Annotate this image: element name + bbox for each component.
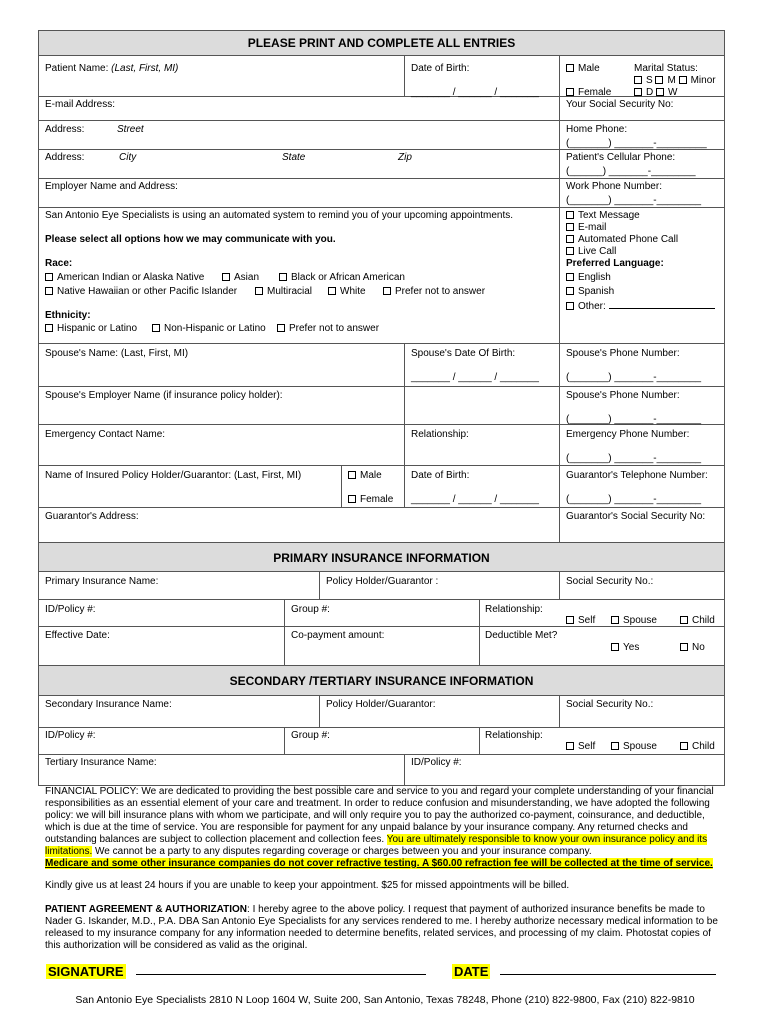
emergency-phone-label: Emergency Phone Number: (566, 429, 690, 440)
work-phone-blank[interactable]: (_______) _______-________ (566, 195, 702, 206)
ethnicity-option[interactable]: Non-Hispanic or Latino (152, 323, 266, 335)
checkbox-icon (328, 287, 336, 295)
spouse-phone2-blank[interactable]: (_______) _______-________ (566, 414, 702, 425)
column-rule (319, 571, 320, 599)
zip-field[interactable]: Zip (398, 152, 412, 163)
spouse-employer-field[interactable]: Spouse's Employer Name (if insurance policy holder): (45, 390, 283, 401)
divider (38, 120, 725, 121)
checkbox-icon (566, 247, 574, 255)
ethnicity-option[interactable]: Hispanic or Latino (45, 323, 137, 335)
column-rule (284, 599, 285, 666)
divider (38, 727, 725, 728)
divider (38, 507, 725, 508)
secondary-child-checkbox[interactable]: Child (680, 741, 715, 753)
race-option[interactable]: Native Hawaiian or other Pacific Islander (45, 286, 237, 298)
primary-relationship-label: Relationship: (485, 604, 543, 615)
divider (38, 754, 725, 755)
marital-status-label: Marital Status: (634, 63, 698, 74)
checkbox-icon (566, 211, 574, 219)
primary-ssn-field[interactable]: Social Security No.: (566, 576, 654, 587)
primary-holder-field[interactable]: Policy Holder/Guarantor : (326, 576, 439, 587)
effective-date-field[interactable]: Effective Date: (45, 630, 110, 641)
column-rule (341, 465, 342, 507)
column-rule (284, 727, 285, 754)
emergency-relationship-field[interactable]: Relationship: (411, 429, 469, 440)
checkbox-icon (680, 742, 688, 750)
race-option[interactable]: Black or African American (279, 272, 405, 284)
guarantor-address-field[interactable]: Guarantor's Address: (45, 511, 139, 522)
checkbox-icon (566, 64, 574, 72)
reminder-select-text: Please select all options how we may communicate with you. (45, 234, 336, 245)
signature-line[interactable] (136, 974, 426, 975)
secondary-relationship-label: Relationship: (485, 730, 543, 741)
guarantor-dob-label: Date of Birth: (411, 470, 470, 481)
checkbox-icon (634, 88, 642, 96)
column-rule (559, 56, 560, 543)
reminder-text: San Antonio Eye Specialists is using an automated system to remind you of your upcoming appointments. (45, 210, 514, 221)
marital-options-row1[interactable]: S M Minor (634, 75, 716, 87)
checkbox-icon (611, 742, 619, 750)
spouse-phone-label: Spouse's Phone Number: (566, 348, 680, 359)
male-checkbox[interactable]: Male (566, 63, 600, 75)
divider (38, 571, 725, 572)
primary-spouse-checkbox[interactable]: Spouse (611, 615, 657, 627)
ethnicity-option[interactable]: Prefer not to answer (277, 323, 379, 335)
secondary-insurance-title: SECONDARY /TERTIARY INSURANCE INFORMATION (39, 666, 724, 695)
column-rule (404, 343, 405, 507)
deductible-yes-checkbox[interactable]: Yes (611, 642, 639, 654)
patient-agreement: PATIENT AGREEMENT & AUTHORIZATION: I hereby agree to the above policy. I request that payment of authorized insurance benefits be made to Nader G. Iskander, M.D., P.A. DBA San Antonio Eye Specialists for any services rendered to me. I hereby authorize necessary medical information to be released to my insurance company for any information needed to determine benefits, related services, and processing of my claim. Photostat copies of this authorization will be considered as valid as the original. (45, 904, 718, 951)
divider (38, 343, 725, 344)
spouse-name-field[interactable]: Spouse's Name: (Last, First, MI) (45, 348, 189, 359)
checkbox-icon (566, 742, 574, 750)
email-option[interactable]: E-mail (566, 222, 606, 234)
race-label: Race: (45, 258, 73, 269)
tertiary-id-field[interactable]: ID/Policy #: (411, 757, 462, 768)
patient-name-field[interactable]: Patient Name: (Last, First, MI) (45, 63, 179, 74)
secondary-name-field[interactable]: Secondary Insurance Name: (45, 699, 172, 710)
checkbox-icon (152, 324, 160, 332)
checkbox-icon (655, 76, 663, 84)
race-option[interactable]: American Indian or Alaska Native (45, 272, 204, 284)
guarantor-dob-blank[interactable]: _______ / ______ / _______ (411, 494, 539, 505)
column-rule (479, 727, 480, 754)
copay-field[interactable]: Co-payment amount: (291, 630, 385, 641)
checkbox-icon (277, 324, 285, 332)
divider (38, 695, 725, 696)
spouse-dob-blank[interactable]: _______ / ______ / _______ (411, 372, 539, 383)
marital-options-row2[interactable]: D W (634, 87, 677, 99)
checkbox-icon (45, 287, 53, 295)
checkbox-icon (383, 287, 391, 295)
primary-self-checkbox[interactable]: Self (566, 615, 595, 627)
primary-group-field[interactable]: Group #: (291, 604, 330, 615)
checkbox-icon (222, 273, 230, 281)
divider (38, 207, 725, 208)
medicare-notice: Medicare and some other insurance companies do not cover refractive testing. A $60.00 refraction fee will be collected at the time of service. (45, 858, 713, 869)
checkbox-icon (680, 616, 688, 624)
divider (38, 386, 725, 387)
deductible-label: Deductible Met? (485, 630, 558, 641)
text-message-option[interactable]: Text Message (566, 210, 640, 222)
checkbox-icon (680, 643, 688, 651)
divider (38, 178, 725, 179)
missed-appointment-notice: Kindly give us at least 24 hours if you are unable to keep your appointment. $25 for missed appointments will be billed. (45, 880, 570, 891)
guarantor-female-checkbox[interactable]: Female (348, 494, 393, 506)
race-option[interactable]: Prefer not to answer (383, 286, 485, 298)
checkbox-icon (566, 88, 574, 96)
dob-label: Date of Birth: (411, 63, 470, 74)
live-call-option[interactable]: Live Call (566, 246, 616, 258)
checkbox-icon (45, 324, 53, 332)
cell-phone-label: Patient's Cellular Phone: (566, 152, 676, 163)
checkbox-icon (45, 273, 53, 281)
street-field[interactable]: Street (117, 124, 144, 135)
ethnicity-label: Ethnicity: (45, 310, 91, 321)
state-field[interactable]: State (282, 152, 306, 163)
work-phone-label: Work Phone Number: (566, 181, 662, 192)
date-label: DATE (454, 964, 489, 979)
race-option[interactable]: Multiracial (255, 286, 312, 298)
address-label: Address: (45, 124, 85, 135)
secondary-ssn-field[interactable]: Social Security No.: (566, 699, 654, 710)
secondary-spouse-checkbox[interactable]: Spouse (611, 741, 657, 753)
checkbox-icon (656, 88, 664, 96)
checkbox-icon (348, 471, 356, 479)
primary-name-field[interactable]: Primary Insurance Name: (45, 576, 159, 587)
financial-policy: FINANCIAL POLICY: We are dedicated to providing the best possible care and service to you and regard your complete understanding of your financial responsibilities as an essential element of your care and treatment. In order to reduce confusion and misunderstanding, we have adopted the following policy: we will bill insurance plans with whom we participate, and will only require you to pay the authorized co-payment, coinsurance, and deductible, which is due at the time of service. You are responsible for payment for any unpaid balance by your insurance company. Any returned checks and outstanding balances are subject to collection placement and collection fees. You are ultimately responsible to know your own insurance policy and its limitations. We cannot be a party to any disputes regarding coverage or charges between you and your insurance company. Medicare and some other insurance companies do not cover refractive testing. A $60.00 refraction fee will be collected at the time of service. (45, 786, 714, 869)
secondary-group-field[interactable]: Group #: (291, 730, 330, 741)
female-checkbox[interactable]: Female (566, 87, 611, 99)
other-language-option[interactable]: Other: (566, 300, 715, 313)
footer-address: San Antonio Eye Specialists 2810 N Loop 1604 W, Suite 200, San Antonio, Texas 78248, Phone (210) 822-9800, Fax (210) 822-9810 (75, 994, 695, 1006)
race-option[interactable]: White (328, 286, 366, 298)
email-field[interactable]: E-mail Address: (45, 99, 116, 110)
checkbox-icon (255, 287, 263, 295)
automated-call-option[interactable]: Automated Phone Call (566, 234, 678, 246)
emergency-name-field[interactable]: Emergency Contact Name: (45, 429, 166, 440)
emergency-phone-blank[interactable]: (_______) _______-________ (566, 453, 702, 464)
column-rule (479, 599, 480, 666)
checkbox-icon (279, 273, 287, 281)
column-rule (404, 754, 405, 786)
guarantor-phone-blank[interactable]: (_______) _______-________ (566, 494, 702, 505)
column-rule (559, 571, 560, 599)
home-phone-blank[interactable]: (_______) _______-_________ (566, 138, 707, 149)
guarantor-phone-label: Guarantor's Telephone Number: (566, 470, 708, 481)
dob-blank[interactable]: _______ / ______ / _______ (411, 87, 539, 98)
guarantor-name-field[interactable]: Name of Insured Policy Holder/Guarantor: (Last, First, MI) (45, 470, 302, 481)
spouse-phone-blank[interactable]: (_______) _______-________ (566, 372, 702, 383)
checkbox-icon (611, 616, 619, 624)
checkbox-icon (611, 643, 619, 651)
divider (38, 599, 725, 600)
employer-field[interactable]: Employer Name and Address: (45, 181, 178, 192)
guarantor-male-checkbox[interactable]: Male (348, 470, 382, 482)
primary-id-field[interactable]: ID/Policy #: (45, 604, 96, 615)
home-phone-label: Home Phone: (566, 124, 628, 135)
checkbox-icon (566, 235, 574, 243)
checkbox-icon (566, 223, 574, 231)
spouse-dob-label: Spouse's Date Of Birth: (411, 348, 516, 359)
english-option[interactable]: English (566, 272, 611, 284)
checkbox-icon (566, 302, 574, 310)
guarantor-ssn-field[interactable]: Guarantor's Social Security No: (566, 511, 706, 522)
tertiary-name-field[interactable]: Tertiary Insurance Name: (45, 757, 157, 768)
secondary-self-checkbox[interactable]: Self (566, 741, 595, 753)
secondary-holder-field[interactable]: Policy Holder/Guarantor: (326, 699, 436, 710)
primary-child-checkbox[interactable]: Child (680, 615, 715, 627)
cell-phone-blank[interactable]: (______) _______-________ (566, 166, 696, 177)
ssn-field[interactable]: Your Social Security No: (566, 99, 674, 110)
checkbox-icon (566, 616, 574, 624)
date-line[interactable] (500, 974, 716, 975)
column-rule (319, 695, 320, 727)
column-rule (404, 56, 405, 96)
column-rule (559, 695, 560, 727)
spouse-phone2-label: Spouse's Phone Number: (566, 390, 680, 401)
city-field[interactable]: City (119, 152, 137, 163)
race-option[interactable]: Asian (222, 272, 259, 284)
checkbox-icon (566, 287, 574, 295)
primary-insurance-title: PRIMARY INSURANCE INFORMATION (39, 543, 724, 571)
checkbox-icon (566, 273, 574, 281)
signature-label: SIGNATURE (48, 964, 124, 979)
form-title: PLEASE PRINT AND COMPLETE ALL ENTRIES (39, 31, 724, 56)
spanish-option[interactable]: Spanish (566, 286, 614, 298)
language-label: Preferred Language: (566, 258, 664, 269)
divider (38, 465, 725, 466)
divider (38, 96, 725, 97)
checkbox-icon (634, 76, 642, 84)
secondary-id-field[interactable]: ID/Policy #: (45, 730, 96, 741)
address-label: Address: (45, 152, 85, 163)
deductible-no-checkbox[interactable]: No (680, 642, 705, 654)
checkbox-icon (679, 76, 687, 84)
checkbox-icon (348, 495, 356, 503)
